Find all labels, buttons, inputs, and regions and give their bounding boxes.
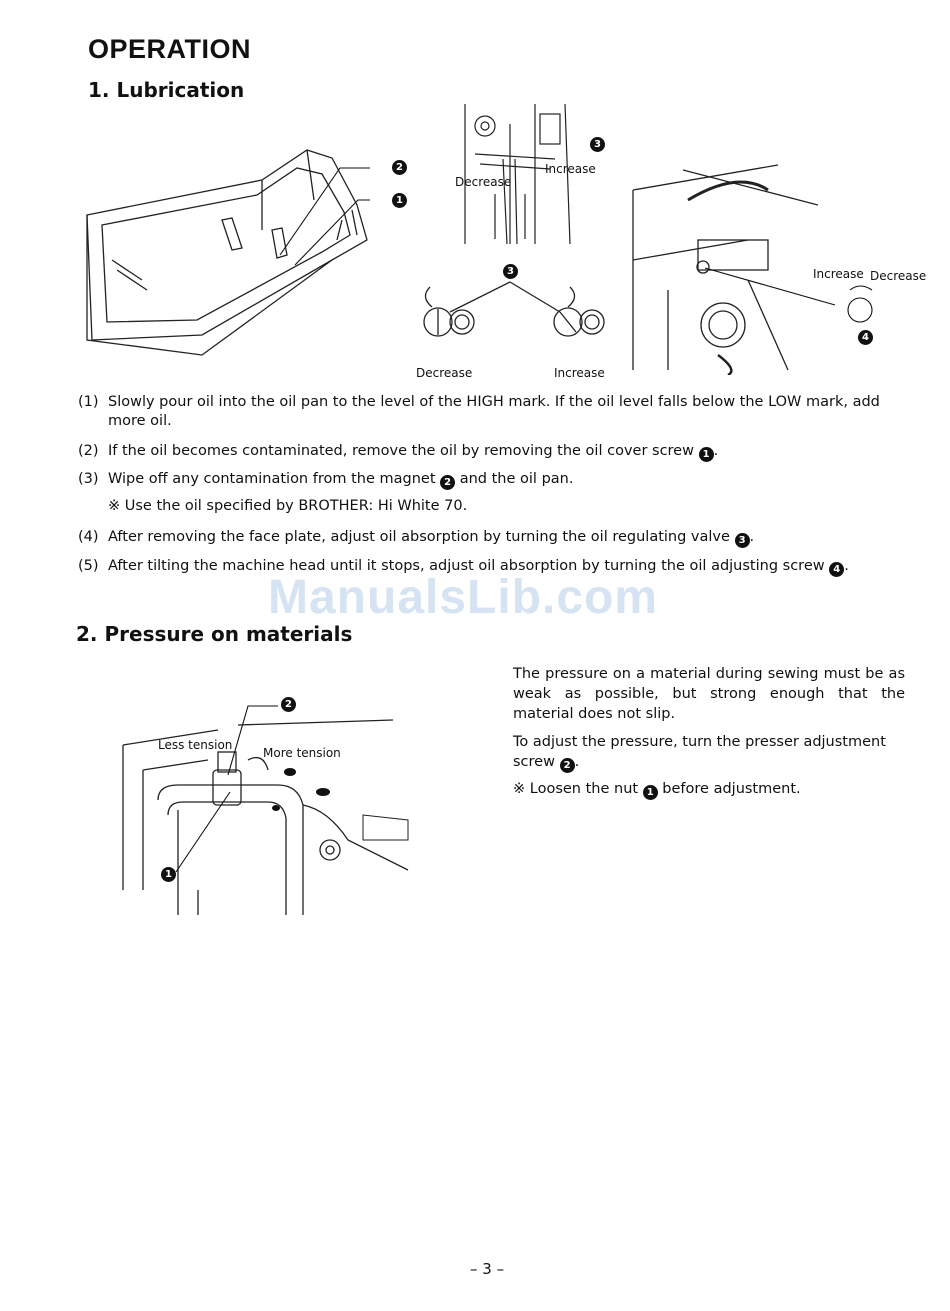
instruction-text: To adjust the pressure, turn the presser adjustment screw (513, 734, 886, 770)
pressure-instruction (513, 732, 905, 773)
step-text-row (108, 528, 913, 548)
callout-3-faceplate: 3 (590, 137, 605, 152)
label-increase-bottom: Increase (554, 366, 605, 380)
label-more-tension: More tension (263, 746, 341, 760)
label-less-tension: Less tension (158, 738, 233, 752)
callout-2-presser: 2 (281, 697, 296, 712)
nut-note (513, 779, 905, 800)
ref-2-icon: 2 (440, 475, 455, 490)
instruction-end: . (574, 754, 580, 770)
section-heading-lubrication: 1. Lubrication (88, 78, 245, 102)
page-title: OPERATION (88, 34, 252, 64)
callout-lines-presser (170, 700, 290, 880)
valve-detail-illustration (410, 262, 620, 367)
ref-2-icon: 2 (560, 758, 575, 773)
section-heading-pressure: 2. Pressure on materials (76, 622, 353, 646)
label-decrease-right: Decrease (870, 269, 927, 283)
callout-4-screw: 4 (858, 330, 873, 345)
callout-1-nut: 1 (161, 867, 176, 882)
step-text-row (108, 470, 913, 490)
step-text: After tilting the machine head until it stops, adjust oil absorption by turning the oil adjusting screw (108, 558, 825, 574)
pressure-description: The pressure on a material during sewing must be as weak as possible, but strong enough that the material does not slip. (513, 666, 905, 722)
oil-note: ※ Use the oil specified by BROTHER: Hi White 70. (108, 498, 468, 514)
callout-3-valve: 3 (503, 264, 518, 279)
step-text: Slowly pour oil into the oil pan to the level of the HIGH mark. If the oil level falls below the LOW mark, add more oil. (108, 394, 880, 429)
note-end: before adjustment. (662, 781, 801, 797)
note-text: ※ Loosen the nut (513, 781, 639, 797)
step-number: (4) (78, 529, 99, 545)
step-number: (1) (78, 394, 99, 410)
ref-1-icon: 1 (699, 447, 714, 462)
step-number: (5) (78, 558, 99, 574)
step-text: Wipe off any contamination from the magnet (108, 471, 436, 487)
ref-3-icon: 3 (735, 533, 750, 548)
step-number: (3) (78, 471, 99, 487)
callout-2-pan: 2 (392, 160, 407, 175)
callout-1-pan: 1 (392, 193, 407, 208)
step-end: . (844, 558, 849, 574)
step-text-row (108, 442, 913, 462)
label-increase-top: Increase (545, 162, 596, 176)
callout-lines-oil-pan (270, 160, 400, 270)
label-increase-right: Increase (813, 267, 864, 281)
watermark: ManualsLib.com (268, 571, 659, 624)
label-decrease-bottom: Decrease (416, 366, 473, 380)
step-number: (2) (78, 443, 99, 459)
step-end: and the oil pan. (459, 471, 574, 487)
page-number: – 3 – (470, 1260, 505, 1278)
ref-1-icon: 1 (643, 785, 658, 800)
step-text: If the oil becomes contaminated, remove the oil by removing the oil cover screw (108, 443, 694, 459)
label-decrease-top: Decrease (455, 175, 512, 189)
step-end: . (713, 443, 719, 459)
step-end: . (749, 529, 755, 545)
step-text: After removing the face plate, adjust oil absorption by turning the oil regulating valve (108, 529, 730, 545)
ref-4-icon: 4 (829, 562, 844, 577)
